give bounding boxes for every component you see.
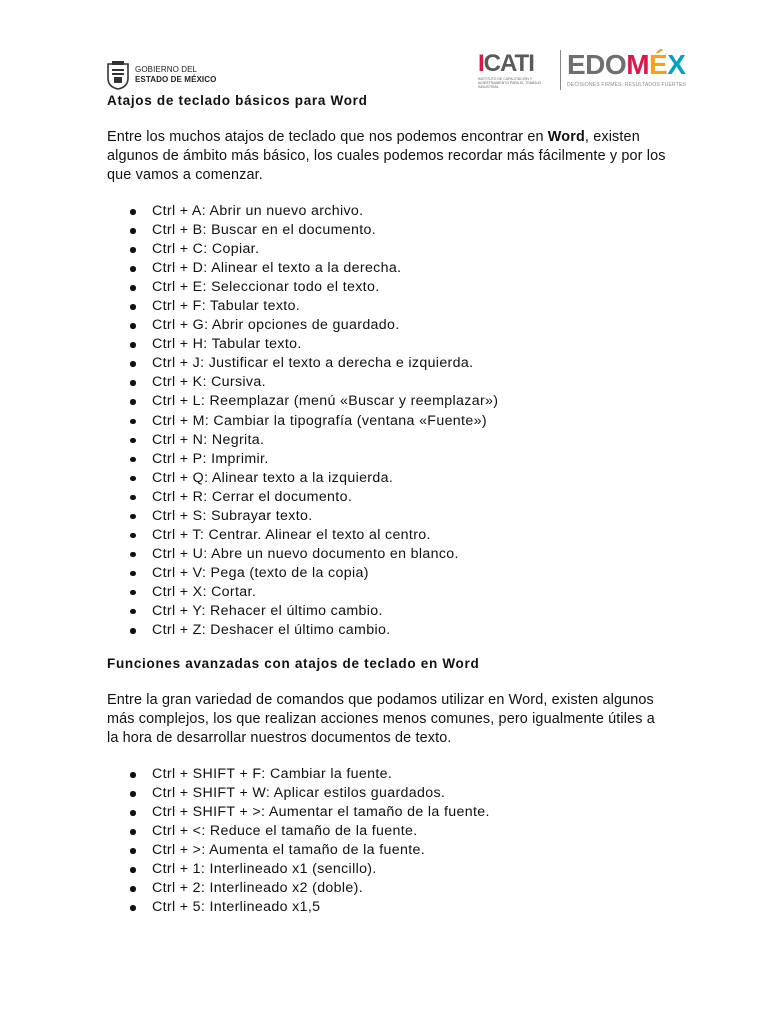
section1-intro [107,128,667,185]
list-item: Ctrl + A: Abrir un nuevo archivo. [107,202,667,221]
list-item: Ctrl + SHIFT + F: Cambiar la fuente. [107,765,667,784]
list-item: Ctrl + D: Alinear el texto a la derecha. [107,259,667,278]
list-item: Ctrl + Q: Alinear texto a la izquierda. [107,469,667,488]
list-item: Ctrl + SHIFT + >: Aumentar el tamaño de la fuente. [107,803,667,822]
section1-intro-block [107,128,667,185]
section2-heading-block [107,656,667,671]
list-item: Ctrl + SHIFT + W: Aplicar estilos guardados. [107,784,667,803]
list-item: Ctrl + <: Reduce el tamaño de la fuente. [107,822,667,841]
list-item: Ctrl + X: Cortar. [107,583,667,602]
section1-intro-bold: Word [547,129,585,145]
list-item: Ctrl + 1: Interlineado x1 (sencillo). [107,860,667,879]
section2-intro-block [107,691,667,748]
edomex-slogan: DECISIONES FIRMES, RESULTADOS FUERTES [567,82,687,88]
section2-intro: Entre la gran variedad de comandos que podamos utilizar en Word, existen algunos más complejos, los que realizan acciones menos comunes, pero igualmente útiles a la hora de desarrollar nuestros documentos de texto. [107,692,655,746]
section1-heading: Atajos de teclado básicos para Word [107,93,368,108]
edomex-logo [567,50,686,88]
list-item: Ctrl + M: Cambiar la tipografía (ventana «Fuente») [107,412,667,431]
list-item: Ctrl + T: Centrar. Alinear el texto al centro. [107,526,667,545]
list-item: Ctrl + R: Cerrar el documento. [107,488,667,507]
list-item: Ctrl + Y: Rehacer el último cambio. [107,602,667,621]
icati-wordmark-text: CATI [483,50,534,77]
list-item: Ctrl + 5: Interlineado x1,5 [107,898,667,917]
list-item: Ctrl + H: Tabular texto. [107,335,667,354]
section2-list-block [107,765,667,917]
list-item: Ctrl + K: Cursiva. [107,373,667,392]
advanced-shortcuts-list [107,765,667,917]
section1-intro-text-a: Entre los muchos atajos de teclado que nos podemos encontrar en [107,129,548,145]
section1-list-block [107,202,667,640]
list-item: Ctrl + E: Seleccionar todo el texto. [107,278,667,297]
list-item: Ctrl + L: Reemplazar (menú «Buscar y reemplazar») [107,392,667,411]
list-item: Ctrl + Z: Deshacer el último cambio. [107,621,667,640]
logo-divider [560,50,561,90]
gov-line1: GOBIERNO DEL [135,65,198,74]
basic-shortcuts-list [107,202,667,640]
list-item: Ctrl + U: Abre un nuevo documento en blanco. [107,545,667,564]
list-item: Ctrl + 2: Interlineado x2 (doble). [107,879,667,898]
list-item: Ctrl + N: Negrita. [107,431,667,450]
icati-wordmark: ICATI [478,50,534,77]
list-item: Ctrl + G: Abrir opciones de guardado. [107,316,667,335]
icati-logo [478,50,556,89]
section1-intro-text-b: , existen algunos de ámbito más básico, los cuales podemos recordar más fácilmente y por los que vamos a comenzar. [107,129,666,183]
section1-heading-block [107,93,667,108]
list-item: Ctrl + C: Copiar. [107,240,667,259]
list-item: Ctrl + >: Aumenta el tamaño de la fuente. [107,841,667,860]
list-item: Ctrl + B: Buscar en el documento. [107,221,667,240]
icati-subtitle: INSTITUTO DE CAPACITACIÓN Y ADIESTRAMIENTO PARA EL TRABAJO INDUSTRIAL [478,77,542,89]
section2-heading: Funciones avanzadas con atajos de teclado en Word [107,656,480,671]
edomex-wordmark: EDOMÉX [567,49,686,80]
gobierno-logo [106,58,216,92]
gov-line2: ESTADO DE MÉXICO [135,75,217,84]
list-item: Ctrl + V: Pega (texto de la copia) [107,564,667,583]
list-item: Ctrl + F: Tabular texto. [107,297,667,316]
institution-logos [478,50,686,92]
list-item: Ctrl + S: Subrayar texto. [107,507,667,526]
list-item: Ctrl + J: Justificar el texto a derecha e izquierda. [107,354,667,373]
state-seal-icon [106,60,130,90]
list-item: Ctrl + P: Imprimir. [107,450,667,469]
